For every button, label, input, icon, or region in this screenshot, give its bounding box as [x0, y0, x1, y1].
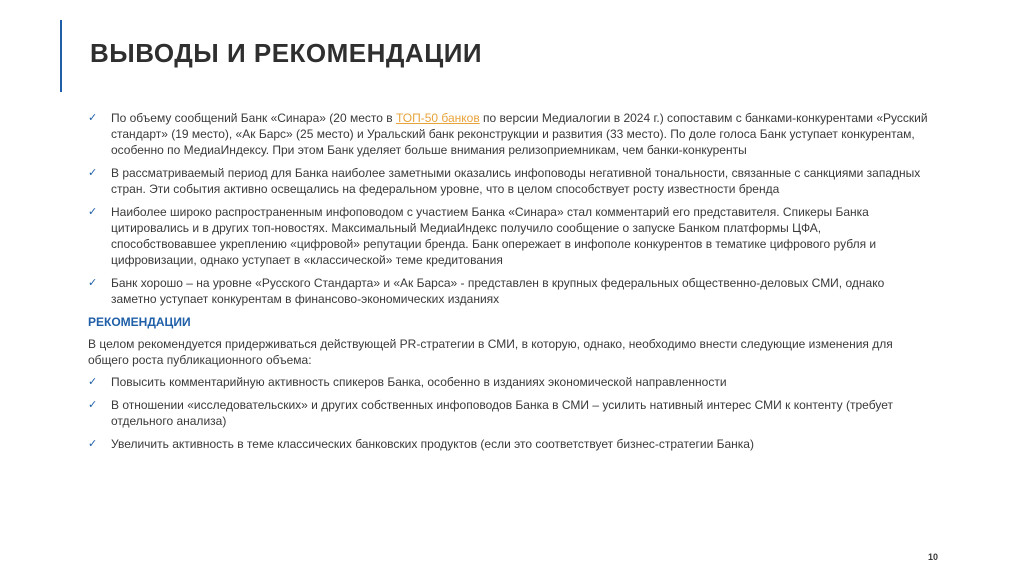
list-item	[88, 436, 928, 452]
checkmark-icon: ✓	[88, 399, 98, 411]
checkmark-icon: ✓	[88, 167, 98, 179]
top50-banks-link[interactable]: ТОП-50 банков	[395, 111, 480, 125]
finding-text-end: по версии Медиалогии в 2024 г.) сопоставим с банками-конкурентами «Русский стандарт» (19 место), «Ак Барс» (25 место) и Уральский банк реконструкции и развития (33 место). По доле голоса Банк уступает конкурентам, особенно по МедиаИндексу. При этом Банк уделяет больше внимания релизоприемникам, чем банки-конкуренты	[111, 111, 928, 157]
content-area	[88, 110, 928, 459]
list-item	[88, 374, 928, 390]
checkmark-icon: ✓	[88, 438, 98, 450]
list-item	[88, 165, 928, 197]
recommendation-text: Увеличить активность в теме классических банковских продуктов (если это соответствует бизнес-стратегии Банка)	[111, 437, 754, 451]
recommendation-text: Повысить комментарийную активность спикеров Банка, особенно в изданиях экономической направленности	[111, 375, 727, 389]
checkmark-icon: ✓	[88, 376, 98, 388]
checkmark-icon: ✓	[88, 206, 98, 218]
findings-list	[88, 110, 928, 307]
list-item	[88, 397, 928, 429]
list-item	[88, 110, 928, 158]
finding-text: Банк хорошо – на уровне «Русского Стандарта» и «Ак Барса» - представлен в крупных федеральных общественно-деловых СМИ, однако заметно уступает конкурентам в финансово-экономических изданиях	[111, 276, 885, 306]
checkmark-icon: ✓	[88, 112, 98, 124]
recommendations-list	[88, 374, 928, 452]
page-title: ВЫВОДЫ И РЕКОМЕНДАЦИИ	[90, 38, 483, 68]
list-item	[88, 275, 928, 307]
finding-text: В рассматриваемый период для Банка наиболее заметными оказались инфоповоды негативной тональности, связанные с санкциями западных стран. Эти события активно освещались на федеральном уровне, что в целом способствует росту известности бренда	[111, 166, 921, 196]
title-accent-bar	[60, 20, 62, 92]
recommendation-text: В отношении «исследовательских» и других собственных инфоповодов Банка в СМИ – усилить нативный интерес СМИ к контенту (требует отдельного анализа)	[111, 398, 893, 428]
recommendations-heading: РЕКОМЕНДАЦИИ	[88, 315, 191, 329]
checkmark-icon: ✓	[88, 277, 98, 289]
list-item	[88, 204, 928, 268]
finding-text-start: По объему сообщений Банк «Синара» (20 место в	[111, 111, 396, 125]
page-number: 10	[928, 552, 939, 562]
recommendations-intro: В целом рекомендуется придерживаться действующей PR-стратегии в СМИ, в которую, однако, необходимо внести следующие изменения для общего роста публикационного объема:	[88, 337, 893, 367]
finding-text: Наиболее широко распространенным инфоповодом с участием Банка «Синара» стал комментарий его представителя. Спикеры Банка цитировались и в других топ-новостях. Максимальный МедиаИндекс получило сообщение о запуске Банком платформы ЦФА, способствовавшее укреплению «цифровой» репутации бренда. Банк опережает в инфополе конкурентов в тематике цифрового рубля и цифровизации, однако уступает в «классической» теме кредитования	[111, 205, 877, 267]
